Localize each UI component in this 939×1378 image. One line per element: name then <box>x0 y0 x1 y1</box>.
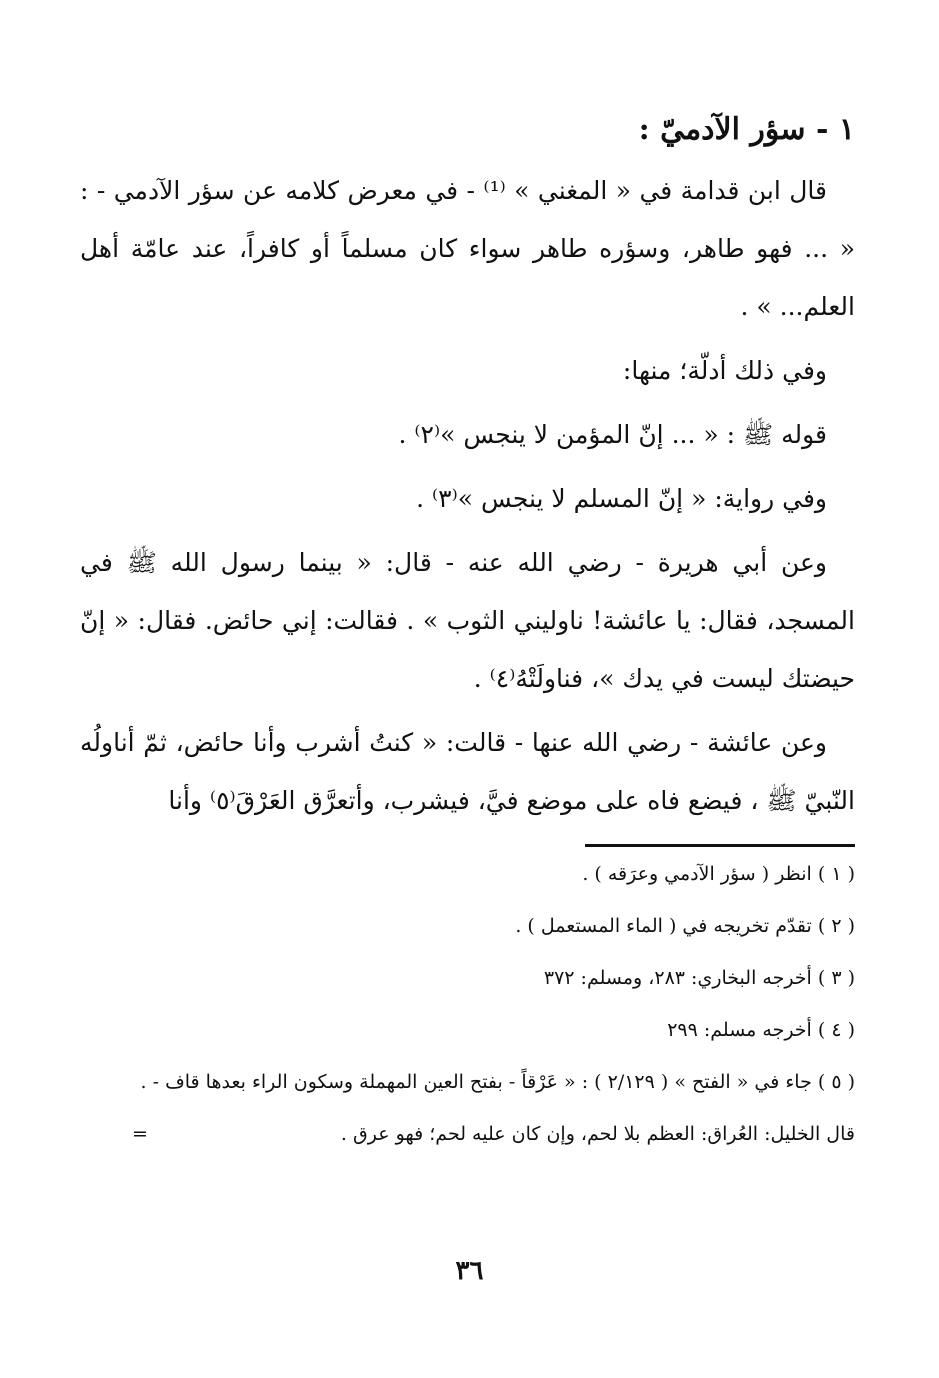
paragraph-ibn-qudamah: قال ابن قدامة في « المغني » ⁽¹⁾ - في معرض كلامه عن سؤر الآدمي - : « ... فهو طاهر، وسؤره طاهر سواء كان مسلماً أو كافراً، عند عامّة أهل العلم... » . <box>80 176 855 321</box>
page-number: ٣٦ <box>455 1256 484 1286</box>
footnotes <box>80 860 855 1149</box>
paragraph-hadith-believer: قوله ﷺ : « ... إنّ المؤمن لا ينجس »⁽٢⁾ . <box>398 420 827 449</box>
section-heading: ١ - سؤر الآدميّ : <box>638 112 855 147</box>
footnote-separator-area <box>80 844 855 848</box>
footnote-separator <box>585 844 855 847</box>
footnote-1: ( ١ ) انظر ( سؤر الآدمي وعرَقه ) . <box>582 863 855 885</box>
paragraph-aishah: وعن عائشة - رضي الله عنها - قالت: « كنتُ أشرب وأنا حائض، ثمّ أناولُه النّبيّ ﷺ ، فيضع فاه على موضع فيَّ، فيشرب، وأتعرَّق العَرْقَ⁽٥⁾ وأنا <box>80 728 855 815</box>
footnote-2: ( ٢ ) تقدّم تخريجه في ( الماء المستعمل ) . <box>515 915 855 937</box>
paragraph-narration-muslim: وفي رواية: « إنّ المسلم لا ينجس »⁽٣⁾ . <box>416 484 827 513</box>
footnote-5: ( ٥ ) جاء في « الفتح » ( ٢/١٢٩ ) : « عَرْقاً - بفتح العين المهملة وسكون الراء بعدها قاف - . <box>140 1071 855 1093</box>
continuation-mark: = <box>132 1123 148 1145</box>
footnote-3: ( ٣ ) أخرجه البخاري: ٢٨٣، ومسلم: ٣٧٢ <box>543 967 855 989</box>
footnote-4: ( ٤ ) أخرجه مسلم: ٢٩٩ <box>667 1019 855 1041</box>
footnote-5-continued <box>80 1120 855 1149</box>
footnote-5-continued-text: قال الخليل: العُراق: العظم بلا لحم، وإن كان عليه لحم؛ فهو عرق . <box>340 1123 855 1145</box>
paragraph-evidence-intro: وفي ذلك أدلّة؛ منها: <box>622 356 827 385</box>
paragraph-abu-hurayrah: وعن أبي هريرة - رضي الله عنه - قال: « بينما رسول الله ﷺ في المسجد، فقال: يا عائشة! ناوليني الثوب » . فقالت: إني حائض. فقال: « إنّ حيضتك ليست في يدك »، فناولَتْهُ⁽٤⁾ . <box>80 548 855 693</box>
